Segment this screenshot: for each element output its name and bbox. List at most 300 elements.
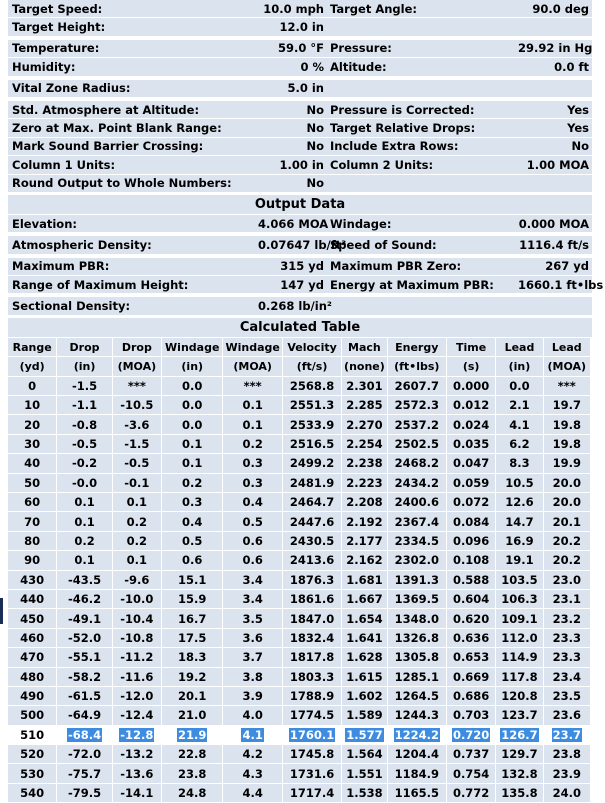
table-cell: 19.9 (544, 454, 590, 473)
table-cell: 132.8 (496, 764, 542, 783)
table-row[interactable] (8, 745, 590, 764)
output-label: Energy at Maximum PBR: (330, 277, 494, 292)
column-header: Velocity (283, 338, 341, 357)
table-cell: -12.4 (113, 706, 161, 725)
param-value: 0 % (300, 59, 324, 74)
table-cell: 4.4 (223, 784, 281, 803)
table-cell: -46.2 (57, 590, 111, 609)
table-cell: 19.8 (544, 415, 590, 434)
param-value: 10.0 mph (263, 1, 324, 16)
table-cell: 3.4 (223, 571, 281, 590)
table-cell: 1.615 (342, 668, 386, 687)
table-cell: 8.3 (496, 454, 542, 473)
selected-cell-text: 21.9 (178, 727, 207, 742)
param-value: No (306, 176, 324, 191)
table-cell: 3.7 (223, 648, 281, 667)
param-row (8, 40, 592, 58)
table-cell: 2516.5 (283, 435, 341, 454)
table-cell: -0.2 (57, 454, 111, 473)
table-cell: -64.9 (57, 706, 111, 725)
output-value: 267 yd (545, 259, 589, 274)
table-cell: 1.538 (342, 784, 386, 803)
selected-cell-text: 23.7 (552, 727, 581, 742)
table-cell: 2607.7 (388, 377, 446, 396)
table-cell: -10.0 (113, 590, 161, 609)
column-header: (ft•lbs) (388, 357, 446, 376)
table-row[interactable] (8, 668, 590, 687)
table-cell: 1731.6 (283, 764, 341, 783)
column-header: Drop (57, 338, 111, 357)
param-value: Yes (567, 121, 589, 136)
table-cell: 2.285 (342, 396, 386, 415)
column-header: (in) (496, 357, 542, 376)
table-cell: 1.589 (342, 706, 386, 725)
param-label: Target Relative Drops: (330, 121, 476, 136)
table-cell: 1717.4 (283, 784, 341, 803)
table-cell: 2.270 (342, 415, 386, 434)
param-label: Target Speed: (12, 1, 103, 16)
table-row[interactable] (8, 435, 590, 454)
table-cell: 1.641 (342, 629, 386, 648)
table-cell: 21.0 (162, 706, 222, 725)
table-cell: 10.5 (496, 474, 542, 493)
selected-cell-text: 4.1 (242, 727, 263, 742)
table-cell: 0.1 (57, 551, 111, 570)
output-label: Sectional Density: (12, 299, 131, 314)
table-cell: -0.1 (113, 474, 161, 493)
table-cell: 0.6 (223, 532, 281, 551)
table-cell: 0.084 (447, 512, 495, 531)
column-header: (MOA) (544, 357, 590, 376)
table-cell: 20 (8, 415, 56, 434)
table-cell: 2568.8 (283, 377, 341, 396)
param-label: Zero at Max. Point Blank Range: (12, 121, 222, 136)
table-cell: 23.4 (544, 668, 590, 687)
table-cell: 0.653 (447, 648, 495, 667)
table-cell: 2502.5 (388, 435, 446, 454)
param-row (8, 101, 592, 119)
table-cell: 3.5 (223, 609, 281, 628)
table-cell: 20.2 (544, 551, 590, 570)
table-cell: 40 (8, 454, 56, 473)
table-cell: *** (113, 377, 161, 396)
table-cell: 0.772 (447, 784, 495, 803)
output-value: 147 yd (280, 277, 324, 292)
table-cell: 1774.5 (283, 706, 341, 725)
column-header: (s) (447, 357, 495, 376)
column-header: Mach (342, 338, 386, 357)
table-cell: 23.3 (544, 648, 590, 667)
param-label: Round Output to Whole Numbers: (12, 176, 232, 191)
table-row[interactable] (8, 687, 590, 706)
table-cell: 1745.8 (283, 745, 341, 764)
table-cell: 19.8 (544, 435, 590, 454)
output-value: 0.07647 lb/ft³ (258, 237, 347, 252)
table-cell: 18.3 (162, 648, 222, 667)
table-cell: 24.0 (544, 784, 590, 803)
table-cell (388, 726, 446, 745)
table-cell: 2464.7 (283, 493, 341, 512)
table-cell: 0.096 (447, 532, 495, 551)
column-header: (in) (162, 357, 222, 376)
table-cell: 14.7 (496, 512, 542, 531)
table-cell: 20.0 (544, 474, 590, 493)
table-cell: 24.8 (162, 784, 222, 803)
table-cell: 1391.3 (388, 571, 446, 590)
table-cell: 0.636 (447, 629, 495, 648)
param-value: No (571, 139, 589, 154)
output-value: 4.066 MOA (258, 216, 329, 231)
table-cell: 480 (8, 668, 56, 687)
table-cell: 22.8 (162, 745, 222, 764)
table-cell: 3.6 (223, 629, 281, 648)
table-cell: 1244.3 (388, 706, 446, 725)
param-label: Target Height: (12, 20, 106, 35)
table-cell: 2.162 (342, 551, 386, 570)
output-value: 1116.4 ft/s (519, 237, 589, 252)
table-cell: 0.0 (162, 396, 222, 415)
output-row (8, 297, 592, 315)
table-cell: -10.8 (113, 629, 161, 648)
param-label: Target Angle: (330, 1, 417, 16)
table-cell: 15.9 (162, 590, 222, 609)
table-cell: 0.047 (447, 454, 495, 473)
table-cell: 23.0 (544, 571, 590, 590)
table-cell: -1.5 (113, 435, 161, 454)
table-cell: 1369.5 (388, 590, 446, 609)
table-cell: 470 (8, 648, 56, 667)
table-cell: 0.1 (113, 551, 161, 570)
table-cell: 120.8 (496, 687, 542, 706)
table-cell: 4.3 (223, 764, 281, 783)
table-cell: 530 (8, 764, 56, 783)
param-row (8, 156, 592, 174)
table-cell: 23.9 (544, 764, 590, 783)
table-cell: 0.1 (223, 396, 281, 415)
table-row[interactable] (8, 706, 590, 725)
table-cell: 500 (8, 706, 56, 725)
table-cell: 117.8 (496, 668, 542, 687)
table-cell: 0.2 (113, 532, 161, 551)
table-cell: 4.2 (223, 745, 281, 764)
table-cell: -49.1 (57, 609, 111, 628)
table-cell: 23.5 (544, 687, 590, 706)
input-parameters (8, 0, 592, 193)
table-cell: 16.7 (162, 609, 222, 628)
param-label: Mark Sound Barrier Crossing: (12, 139, 204, 154)
table-cell: 3.4 (223, 590, 281, 609)
table-cell: 4.0 (223, 706, 281, 725)
param-label: Column 2 Units: (330, 157, 434, 172)
table-cell: 0.5 (223, 512, 281, 531)
param-label: Include Extra Rows: (330, 139, 459, 154)
table-cell: -10.5 (113, 396, 161, 415)
table-cell: 1305.8 (388, 648, 446, 667)
table-cell: 0.737 (447, 745, 495, 764)
table-cell: 1.654 (342, 609, 386, 628)
column-header: Drop (113, 338, 161, 357)
table-cell: 0.604 (447, 590, 495, 609)
output-label: Range of Maximum Height: (12, 277, 189, 292)
table-cell: 0.1 (57, 512, 111, 531)
column-header: Lead (496, 338, 542, 357)
param-row (8, 175, 592, 193)
table-cell: 1788.9 (283, 687, 341, 706)
table-cell: 19.1 (496, 551, 542, 570)
table-cell: 129.7 (496, 745, 542, 764)
table-cell: 2.177 (342, 532, 386, 551)
table-cell: -0.5 (113, 454, 161, 473)
column-header: (in) (57, 357, 111, 376)
table-cell: -0.0 (57, 474, 111, 493)
column-header: Range (8, 338, 56, 357)
column-header: (yd) (8, 357, 56, 376)
table-cell: 0.588 (447, 571, 495, 590)
table-cell: 2.254 (342, 435, 386, 454)
param-label: Humidity: (12, 59, 76, 74)
table-cell: 1285.1 (388, 668, 446, 687)
table-cell: 0.1 (223, 415, 281, 434)
table-cell: -58.2 (57, 668, 111, 687)
table-cell (496, 726, 542, 745)
selected-cell-text: 1224.2 (394, 727, 439, 742)
table-cell (544, 726, 590, 745)
table-cell: 2551.3 (283, 396, 341, 415)
table-cell: 23.6 (544, 706, 590, 725)
table-cell: 0.5 (162, 532, 222, 551)
table-cell (283, 726, 341, 745)
table-cell: 0.6 (162, 551, 222, 570)
table-cell: 2400.6 (388, 493, 446, 512)
output-row (8, 215, 592, 233)
param-row (8, 138, 592, 156)
table-cell: 50 (8, 474, 56, 493)
table-cell: 3.9 (223, 687, 281, 706)
table-cell: 0.3 (223, 454, 281, 473)
table-cell: 0.2 (223, 435, 281, 454)
table-cell: 2413.6 (283, 551, 341, 570)
table-row[interactable] (8, 474, 590, 493)
table-cell: 23.8 (162, 764, 222, 783)
table-cell: 112.0 (496, 629, 542, 648)
table-cell: 1803.3 (283, 668, 341, 687)
table-cell: -79.5 (57, 784, 111, 803)
table-cell: -14.1 (113, 784, 161, 803)
calculated-table (7, 338, 591, 803)
table-cell: 123.7 (496, 706, 542, 725)
table-cell: 0.2 (57, 532, 111, 551)
table-cell: -1.1 (57, 396, 111, 415)
table-cell: 106.3 (496, 590, 542, 609)
table-cell: 1876.3 (283, 571, 341, 590)
param-label: Pressure: (330, 41, 392, 56)
table-cell: 1.551 (342, 764, 386, 783)
table-cell: 2334.5 (388, 532, 446, 551)
table-cell: 1326.8 (388, 629, 446, 648)
table-row[interactable] (8, 512, 590, 531)
table-cell: 1264.5 (388, 687, 446, 706)
table-cell: -13.2 (113, 745, 161, 764)
column-header: Energy (388, 338, 446, 357)
param-label: Altitude: (330, 59, 387, 74)
table-cell: 30 (8, 435, 56, 454)
table-cell: 4.1 (496, 415, 542, 434)
table-cell: 23.8 (544, 745, 590, 764)
param-label: Std. Atmosphere at Altitude: (12, 102, 200, 117)
table-cell: -43.5 (57, 571, 111, 590)
output-label: Speed of Sound: (330, 237, 437, 252)
param-row (8, 18, 592, 36)
table-header-row (8, 357, 590, 376)
param-row (8, 0, 592, 18)
table-cell: 0.0 (496, 377, 542, 396)
table-cell: 0.2 (113, 512, 161, 531)
param-value: 0.0 ft (554, 59, 589, 74)
table-cell: -55.1 (57, 648, 111, 667)
table-cell: -11.2 (113, 648, 161, 667)
table-row[interactable] (8, 532, 590, 551)
table-cell: 2434.2 (388, 474, 446, 493)
table-cell: 450 (8, 609, 56, 628)
table-cell: 0.000 (447, 377, 495, 396)
table-cell: 520 (8, 745, 56, 764)
table-cell: *** (223, 377, 281, 396)
table-cell: 2572.3 (388, 396, 446, 415)
table-cell: 1.602 (342, 687, 386, 706)
table-row[interactable] (8, 590, 590, 609)
table-cell (162, 726, 222, 745)
table-cell (342, 726, 386, 745)
table-cell: 60 (8, 493, 56, 512)
table-cell: -11.6 (113, 668, 161, 687)
table-cell: 23.3 (544, 629, 590, 648)
table-cell: 0.4 (162, 512, 222, 531)
table-cell: 17.5 (162, 629, 222, 648)
table-cell: 2447.6 (283, 512, 341, 531)
table-cell: 1184.9 (388, 764, 446, 783)
table-cell: 0.072 (447, 493, 495, 512)
table-row[interactable] (8, 629, 590, 648)
ballistics-report (8, 0, 604, 803)
column-header: (MOA) (113, 357, 161, 376)
table-cell: 2.208 (342, 493, 386, 512)
table-cell: 1861.6 (283, 590, 341, 609)
table-cell: 103.5 (496, 571, 542, 590)
param-label: Vital Zone Radius: (12, 81, 131, 96)
table-cell: 0.669 (447, 668, 495, 687)
table-cell: 0.4 (223, 493, 281, 512)
selected-cell-text: 126.7 (501, 727, 538, 742)
selected-cell-text: -12.8 (120, 727, 154, 742)
table-cell: 1.628 (342, 648, 386, 667)
table-row[interactable] (8, 415, 590, 434)
table-cell: 2367.4 (388, 512, 446, 531)
table-cell: 20.2 (544, 532, 590, 551)
table-cell (447, 726, 495, 745)
table-cell: 0.3 (162, 493, 222, 512)
table-cell: 19.2 (162, 668, 222, 687)
table-cell: 20.1 (544, 512, 590, 531)
table-row[interactable] (8, 396, 590, 415)
table-row[interactable] (8, 377, 590, 396)
param-value: 12.0 in (279, 20, 324, 35)
param-value: 59.0 °F (278, 41, 324, 56)
table-cell: -3.6 (113, 415, 161, 434)
param-label: Column 1 Units: (12, 157, 116, 172)
table-cell: 0.686 (447, 687, 495, 706)
table-cell: -61.5 (57, 687, 111, 706)
table-cell: 2.192 (342, 512, 386, 531)
table-cell: 12.6 (496, 493, 542, 512)
table-cell: 0.035 (447, 435, 495, 454)
table-cell: 15.1 (162, 571, 222, 590)
table-row[interactable] (8, 764, 590, 783)
column-header: (ft/s) (283, 357, 341, 376)
output-data (8, 215, 604, 316)
output-value: 1660.1 ft•lbs (518, 277, 604, 292)
selected-cell-text: -68.4 (67, 727, 102, 742)
table-cell: 0.620 (447, 609, 495, 628)
table-row[interactable] (8, 571, 590, 590)
table-cell: 0.1 (113, 493, 161, 512)
table-row[interactable] (8, 609, 590, 628)
table-cell: 0.3 (223, 474, 281, 493)
table-row[interactable] (8, 493, 590, 512)
table-cell (57, 726, 111, 745)
column-header: Lead (544, 338, 590, 357)
table-row[interactable] (8, 551, 590, 570)
table-cell: -72.0 (57, 745, 111, 764)
table-cell: 2.301 (342, 377, 386, 396)
table-cell: 20.0 (544, 493, 590, 512)
param-value: 5.0 in (287, 81, 324, 96)
table-cell: 10 (8, 396, 56, 415)
table-cell: -75.7 (57, 764, 111, 783)
table-row[interactable] (8, 784, 590, 803)
table-cell: 2302.0 (388, 551, 446, 570)
output-row (8, 258, 592, 276)
column-header: (none) (342, 357, 386, 376)
selected-cell-text: 0.720 (452, 727, 490, 742)
table-cell: 540 (8, 784, 56, 803)
table-row[interactable] (8, 648, 590, 667)
param-value: No (306, 121, 324, 136)
table-cell: 2430.5 (283, 532, 341, 551)
table-cell: 2.223 (342, 474, 386, 493)
table-row[interactable] (8, 454, 590, 473)
param-value: 90.0 deg (532, 1, 589, 16)
param-row (8, 58, 592, 76)
table-cell: 0.0 (162, 377, 222, 396)
table-cell: 16.9 (496, 532, 542, 551)
selected-table-row[interactable] (8, 726, 590, 745)
table-cell: 1817.8 (283, 648, 341, 667)
table-cell: -0.8 (57, 415, 111, 434)
table-cell: *** (544, 377, 590, 396)
table-cell: 80 (8, 532, 56, 551)
table-cell: 1.564 (342, 745, 386, 764)
param-value: No (306, 102, 324, 117)
table-cell: 0.6 (223, 551, 281, 570)
table-cell: 2.1 (496, 396, 542, 415)
table-cell: -1.5 (57, 377, 111, 396)
output-label: Maximum PBR: (12, 259, 110, 274)
calculated-table-title: Calculated Table (8, 318, 592, 338)
table-cell: 2499.2 (283, 454, 341, 473)
output-label: Windage: (330, 216, 392, 231)
column-header: Time (447, 338, 495, 357)
table-cell: -10.4 (113, 609, 161, 628)
